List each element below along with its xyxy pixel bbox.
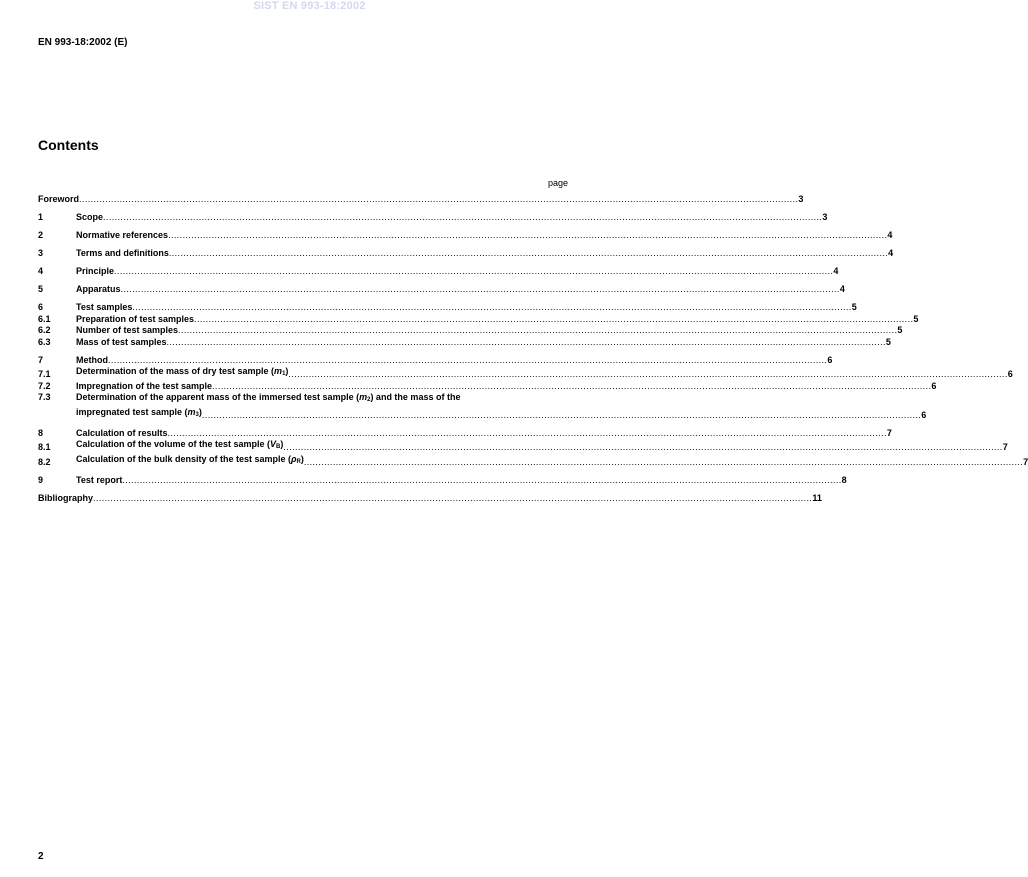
toc-title: Preparation of test samples xyxy=(76,313,195,324)
toc-title-text: impregnated test sample ( xyxy=(76,406,188,417)
toc-page: 6 xyxy=(827,354,833,365)
toc-page: 5 xyxy=(851,302,857,312)
toc-title: Test samples xyxy=(76,302,133,312)
toc-leader xyxy=(79,194,798,206)
toc-page: 5 xyxy=(913,313,919,324)
toc-title: Calculation of results xyxy=(76,427,168,438)
symbol-subscript: 1 xyxy=(282,371,286,377)
toc-page: 4 xyxy=(833,266,839,276)
toc-title: Normative references xyxy=(76,230,169,240)
toc-leader xyxy=(122,475,841,487)
toc-title: Apparatus xyxy=(76,284,121,294)
toc-number: 7.3 xyxy=(38,392,51,402)
toc-title: Principle xyxy=(76,266,115,276)
toc-number: 8.1 xyxy=(38,442,51,452)
toc-leader xyxy=(212,381,931,393)
toc-entry-9[interactable] xyxy=(38,474,847,487)
toc-number: 5 xyxy=(38,284,44,294)
toc-page: 3 xyxy=(798,194,804,204)
toc-leader xyxy=(132,302,851,314)
toc-entry-6-3[interactable] xyxy=(38,336,891,349)
toc-entry-bibliography[interactable] xyxy=(38,492,822,505)
toc-entry-foreword[interactable] xyxy=(38,194,804,206)
toc-page: 7 xyxy=(886,427,892,438)
toc-title: Scope xyxy=(76,212,104,222)
toc-page: 6 xyxy=(921,409,927,420)
toc-title: Mass of test samples xyxy=(76,336,167,347)
page-column-label: page xyxy=(547,178,568,188)
toc-number: 6 xyxy=(38,302,44,312)
toc-entry-8-1[interactable] xyxy=(38,439,1008,454)
symbol-subscript: R xyxy=(296,458,301,465)
toc-title: Terms and definitions xyxy=(76,248,169,258)
toc-leader xyxy=(103,212,822,224)
toc-leader xyxy=(168,230,887,242)
toc-title: Bibliography xyxy=(38,492,94,503)
table-of-contents xyxy=(38,194,1028,504)
toc-title-text: ) xyxy=(280,439,284,449)
toc-title-text: Determination of the apparent mass of the immersed test sample ( xyxy=(76,392,360,402)
toc-leader xyxy=(304,457,1023,469)
toc-entry-3[interactable] xyxy=(38,248,894,260)
toc-title-line1 xyxy=(76,392,926,407)
toc-title-text: ) xyxy=(198,406,202,417)
toc-leader xyxy=(114,266,833,278)
toc-leader xyxy=(288,369,1007,381)
toc-leader xyxy=(194,314,913,326)
toc-entry-8[interactable] xyxy=(38,427,892,440)
toc-entry-6-2[interactable] xyxy=(38,325,903,337)
toc-number: 9 xyxy=(38,474,44,485)
toc-page: 7 xyxy=(1023,456,1028,467)
page-number: 2 xyxy=(38,851,44,862)
toc-title: Method xyxy=(76,354,108,365)
toc-title xyxy=(76,439,283,454)
toc-entry-7-1[interactable] xyxy=(38,366,1013,381)
toc-page: 7 xyxy=(1002,442,1008,452)
toc-leader xyxy=(93,493,812,505)
toc-title-line2 xyxy=(76,407,202,422)
toc-entry-5[interactable] xyxy=(38,284,845,296)
watermark: SIST EN 993-18:2002 xyxy=(253,0,366,12)
toc-page: 5 xyxy=(897,325,903,335)
toc-entry-7[interactable] xyxy=(38,354,833,367)
toc-page: 3 xyxy=(822,212,828,222)
toc-title: Number of test samples xyxy=(76,325,179,335)
toc-title: Impregnation of the test sample xyxy=(76,380,213,391)
toc-entry-6[interactable] xyxy=(38,302,857,314)
symbol-rho: ρ xyxy=(291,453,297,464)
toc-entry-7-3[interactable] xyxy=(38,392,927,421)
symbol-subscript: 3 xyxy=(195,411,199,418)
symbol-subscript: B xyxy=(276,444,281,450)
toc-entry-4[interactable] xyxy=(38,266,839,278)
symbol-subscript: 2 xyxy=(367,397,371,403)
toc-page: 4 xyxy=(887,230,893,240)
symbol-m: m xyxy=(359,392,368,402)
toc-entry-2[interactable] xyxy=(38,230,893,242)
toc-entry-8-2[interactable] xyxy=(38,453,1028,469)
contents-title: Contents xyxy=(38,137,99,153)
toc-number: 7.2 xyxy=(38,380,51,391)
toc-number: 1 xyxy=(38,212,44,222)
toc-number: 2 xyxy=(38,230,44,240)
toc-page: 8 xyxy=(841,474,847,485)
toc-entry-6-1[interactable] xyxy=(38,313,919,326)
toc-title xyxy=(76,366,288,381)
toc-title: Foreword xyxy=(38,194,80,204)
symbol-m: m xyxy=(274,366,283,376)
toc-leader xyxy=(202,410,921,422)
toc-leader xyxy=(108,355,827,367)
toc-title-text: Determination of the mass of dry test sample ( xyxy=(76,366,275,376)
toc-entry-1[interactable] xyxy=(38,212,828,224)
toc-leader xyxy=(121,284,840,296)
toc-leader xyxy=(169,248,888,260)
toc-title-text: Calculation of the bulk density of the test sample ( xyxy=(76,453,292,464)
toc-title-text: ) xyxy=(300,453,304,464)
toc-leader xyxy=(283,442,1002,454)
toc-number: 4 xyxy=(38,266,44,276)
toc-page: 4 xyxy=(839,284,845,294)
document-id: EN 993-18:2002 (E) xyxy=(38,37,128,48)
toc-entry-7-2[interactable] xyxy=(38,380,937,393)
toc-number: 7 xyxy=(38,354,44,365)
toc-title-text: Calculation of the volume of the test sample ( xyxy=(76,439,271,449)
toc-number: 6.2 xyxy=(38,325,51,335)
toc-number: 8.2 xyxy=(38,456,51,467)
toc-leader xyxy=(168,428,887,440)
toc-page: 4 xyxy=(888,248,894,258)
toc-page: 6 xyxy=(931,380,937,391)
symbol-m: m xyxy=(187,406,196,417)
toc-number: 6.1 xyxy=(38,313,51,324)
symbol-v: V xyxy=(270,439,277,449)
toc-title-text: ) xyxy=(285,366,289,376)
toc-leader xyxy=(167,337,886,349)
toc-title: Test report xyxy=(76,474,123,485)
toc-number: 8 xyxy=(38,427,44,438)
toc-number: 7.1 xyxy=(38,369,51,379)
toc-number: 3 xyxy=(38,248,44,258)
toc-page: 6 xyxy=(1007,369,1013,379)
toc-leader xyxy=(178,325,897,337)
toc-page: 11 xyxy=(812,492,822,503)
toc-number: 6.3 xyxy=(38,336,51,347)
toc-page: 5 xyxy=(885,336,891,347)
toc-title xyxy=(76,454,304,469)
toc-title-text: ) and the mass of the xyxy=(370,392,461,402)
